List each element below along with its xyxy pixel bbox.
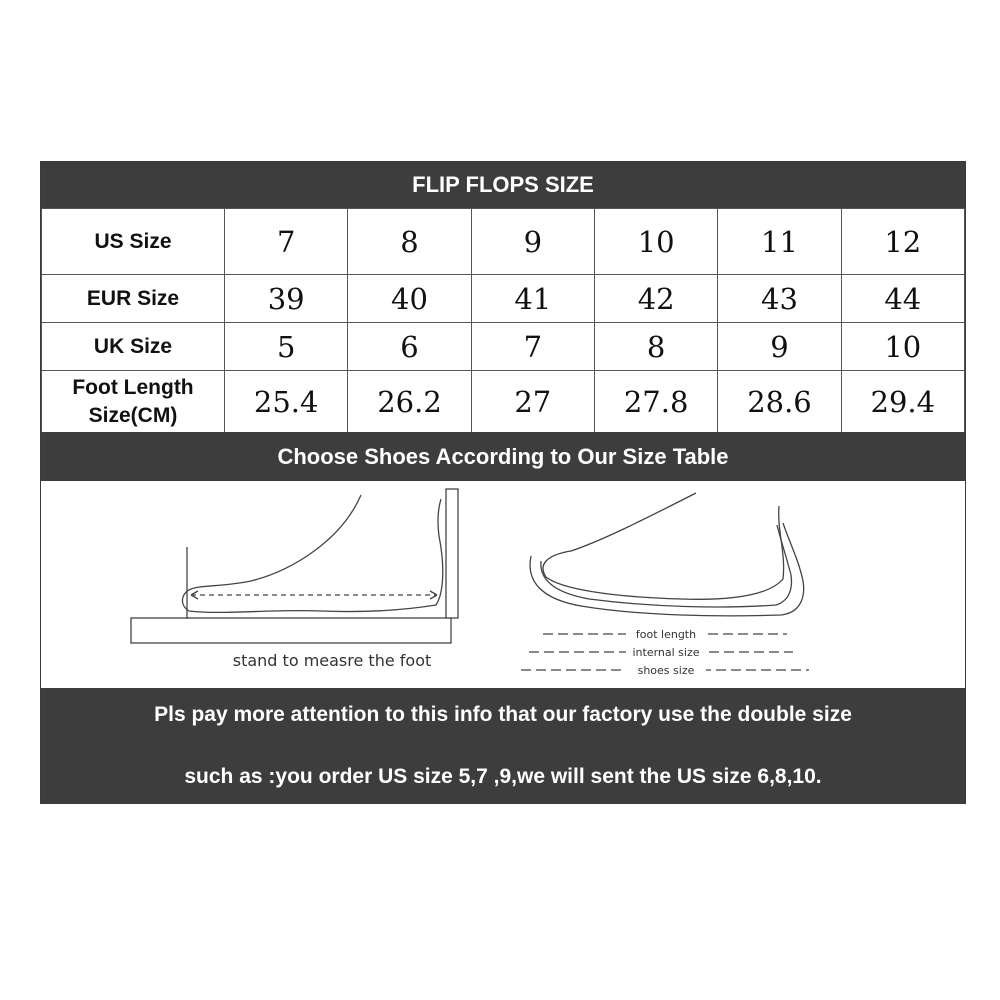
cell: 7 (471, 323, 594, 371)
cell: 39 (225, 275, 348, 323)
size-table (41, 208, 965, 433)
foot-length-label: foot length (635, 628, 697, 641)
row-label-line: Foot Length (72, 375, 194, 399)
row-label-uk: UK Size (42, 323, 225, 371)
cell: 9 (471, 209, 594, 275)
row-label-foot-length (42, 371, 225, 433)
cell: 26.2 (348, 371, 471, 433)
cell: 10 (594, 209, 717, 275)
cell: 27.8 (594, 371, 717, 433)
guide-heading: Choose Shoes According to Our Size Table (41, 432, 965, 481)
foot-in-shoe-drawing (521, 493, 809, 670)
foot-measure-diagram (41, 481, 965, 688)
measurement-illustration (41, 481, 965, 688)
cell: 8 (348, 209, 471, 275)
table-row-uk (42, 323, 965, 371)
cell: 5 (225, 323, 348, 371)
chart-title: FLIP FLOPS SIZE (41, 162, 965, 208)
cell: 40 (348, 275, 471, 323)
foot-on-board-drawing (131, 489, 458, 643)
size-chart (40, 161, 966, 804)
cell: 6 (348, 323, 471, 371)
notice-line-1: Pls pay more attention to this info that our factory use the double size (154, 703, 852, 726)
row-label-us: US Size (42, 209, 225, 275)
cell: 10 (841, 323, 964, 371)
shoe-sole-outer (530, 523, 804, 616)
cell: 7 (225, 209, 348, 275)
table-row-us (42, 209, 965, 275)
table-row-foot-length (42, 371, 965, 433)
cell: 8 (594, 323, 717, 371)
left-caption: stand to measre the foot (232, 651, 432, 670)
cell: 11 (718, 209, 841, 275)
foot-in-shoe-outline (543, 493, 784, 599)
cell: 44 (841, 275, 964, 323)
cell: 12 (841, 209, 964, 275)
measure-wall (446, 489, 458, 618)
cell: 42 (594, 275, 717, 323)
cell: 28.6 (718, 371, 841, 433)
cell: 9 (718, 323, 841, 371)
shoe-sole-inner (541, 525, 792, 607)
table-row-eur (42, 275, 965, 323)
cell: 41 (471, 275, 594, 323)
cell: 25.4 (225, 371, 348, 433)
cell: 29.4 (841, 371, 964, 433)
internal-size-label: internal size (632, 646, 700, 659)
row-label-line: Size(CM) (88, 403, 178, 427)
shoes-size-label: shoes size (637, 664, 695, 677)
notice-band (41, 688, 965, 804)
measure-board (131, 618, 451, 643)
cell: 27 (471, 371, 594, 433)
cell: 43 (718, 275, 841, 323)
row-label-eur: EUR Size (42, 275, 225, 323)
notice-line-2: such as :you order US size 5,7 ,9,we will sent the US size 6,8,10. (184, 765, 822, 788)
